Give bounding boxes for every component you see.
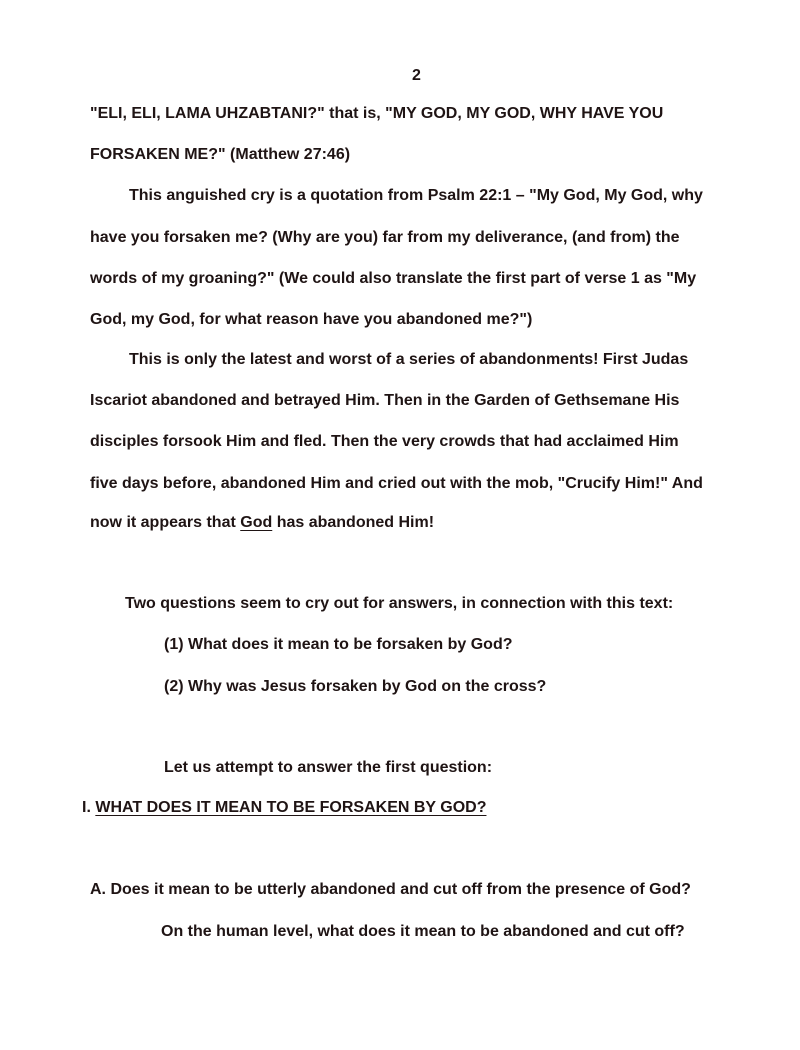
paragraph-2-line-1: This is only the latest and worst of a series of abandonments! First Judas <box>129 351 689 368</box>
paragraph-2-line-5-end: has abandoned Him! <box>272 514 435 531</box>
paragraph-2-line-4: five days before, abandoned Him and cried out with the mob, "Crucify Him!" And <box>90 475 703 492</box>
opening-quote-line-1: "ELI, ELI, LAMA UHZABTANI?" that is, "MY GOD, MY GOD, WHY HAVE YOU <box>90 105 664 122</box>
question-2: (2) Why was Jesus forsaken by God on the cross? <box>164 678 547 695</box>
opening-quote-line-2: FORSAKEN ME?" (Matthew 27:46) <box>90 146 351 163</box>
questions-intro: Two questions seem to cry out for answers, in connection with this text: <box>125 595 674 612</box>
paragraph-1-line-1: This anguished cry is a quotation from Psalm 22:1 – "My God, My God, why <box>129 187 703 204</box>
point-a-line-2: On the human level, what does it mean to be abandoned and cut off? <box>161 923 685 940</box>
paragraph-1-line-2: have you forsaken me? (Why are you) far from my deliverance, (and from) the <box>90 229 680 246</box>
section-1-heading <box>82 798 486 818</box>
question-1: (1) What does it mean to be forsaken by God? <box>164 636 513 653</box>
section-1-number: I. <box>82 799 96 816</box>
page-number: 2 <box>412 67 421 84</box>
section-1-title: WHAT DOES IT MEAN TO BE FORSAKEN BY GOD? <box>95 799 487 816</box>
paragraph-2-line-5-start: now it appears that <box>90 514 241 531</box>
paragraph-2-line-5 <box>90 513 434 533</box>
paragraph-1-line-3: words of my groaning?" (We could also translate the first part of verse 1 as "My <box>90 270 697 287</box>
point-a-line-1: A. Does it mean to be utterly abandoned and cut off from the presence of God? <box>90 881 691 898</box>
paragraph-1-line-4: God, my God, for what reason have you abandoned me?") <box>90 311 533 328</box>
underlined-god: God <box>240 514 273 531</box>
transition-text: Let us attempt to answer the first question: <box>164 759 493 776</box>
paragraph-2-line-2: Iscariot abandoned and betrayed Him. Then in the Garden of Gethsemane His <box>90 392 680 409</box>
paragraph-2-line-3: disciples forsook Him and fled. Then the very crowds that had acclaimed Him <box>90 433 679 450</box>
